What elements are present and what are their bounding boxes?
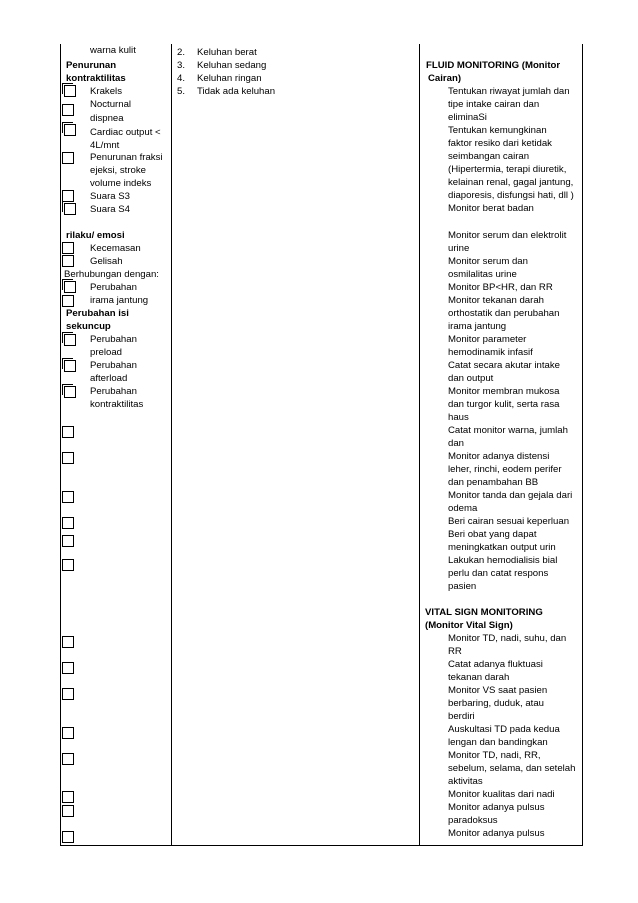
checkbox-krakels[interactable] xyxy=(64,85,76,97)
vital-line: berbaring, duduk, atau xyxy=(448,698,545,709)
label-fraksi-3: volume indeks xyxy=(90,178,152,189)
list-item: Keluhan sedang xyxy=(197,60,267,71)
fluid-line: Catat monitor warna, jumlah xyxy=(448,425,568,436)
label-krakels: Krakels xyxy=(90,86,122,97)
label-preload-1: Perubahan xyxy=(90,334,137,345)
heading-perilaku: rilaku/ emosi xyxy=(66,230,125,241)
checkbox-fluid-11[interactable] xyxy=(62,426,74,438)
vital-line: Auskultasi TD pada kedua xyxy=(448,724,560,735)
fluid-line: kelainan renal, gagal jantung, xyxy=(448,177,574,188)
list-item: Keluhan berat xyxy=(197,47,257,58)
heading-kontraktilitas: kontraktilitas xyxy=(66,73,126,84)
vital-line: tekanan darah xyxy=(448,672,510,683)
fluid-line: faktor resiko dari ketidak xyxy=(448,138,552,149)
fluid-line: odema xyxy=(448,503,478,514)
vital-line: aktivitas xyxy=(448,776,483,787)
vital-line: Monitor TD, nadi, suhu, dan xyxy=(448,633,567,644)
fluid-line: Tentukan kemungkinan xyxy=(448,125,547,136)
fluid-line: irama jantung xyxy=(448,321,507,332)
fluid-line: Monitor berat badan xyxy=(448,203,534,214)
fluid-line: Catat secara akutar intake xyxy=(448,360,560,371)
fluid-line: haus xyxy=(448,412,469,423)
fluid-monitoring-title-1: FLUID MONITORING (Monitor xyxy=(426,60,561,71)
label-fraksi-1: Penurunan fraksi xyxy=(90,152,163,163)
fluid-line: Monitor serum dan elektrolit xyxy=(448,230,567,241)
label-cardiac-1: Cardiac output < xyxy=(90,127,161,138)
fluid-line: Tentukan riwayat jumlah dan xyxy=(448,86,570,97)
fluid-line: seimbangan cairan xyxy=(448,151,530,162)
checkbox-vital-2[interactable] xyxy=(62,662,74,674)
heading-isi-1: Perubahan isi xyxy=(66,308,129,319)
fluid-line: dan output xyxy=(448,373,494,384)
label-irama-1: Perubahan xyxy=(90,282,137,293)
checkbox-fluid-14[interactable] xyxy=(62,517,74,529)
fluid-line: (Hipertermia, terapi diuretik, xyxy=(448,164,567,175)
checkbox-fraksi-ejeksi[interactable] xyxy=(62,152,74,164)
vital-line: berdiri xyxy=(448,711,475,722)
fluid-line: pasien xyxy=(448,581,477,592)
fluid-line: Monitor adanya distensi xyxy=(448,451,550,462)
checkbox-kontraktilitas[interactable] xyxy=(64,386,76,398)
checkbox-irama-jantung[interactable] xyxy=(64,281,76,293)
table-border-bottom xyxy=(60,845,583,846)
list-num: 3. xyxy=(177,60,186,71)
fluid-line: dan xyxy=(448,438,465,449)
fluid-line: meningkatkan output urin xyxy=(448,542,556,553)
fluid-line: leher, rinchi, eodem perifer xyxy=(448,464,562,475)
text-warna-kulit: warna kulit xyxy=(90,45,136,56)
checkbox-afterload[interactable] xyxy=(64,360,76,372)
label-kecemasan: Kecemasan xyxy=(90,243,141,254)
label-nocturnal-2: dispnea xyxy=(90,113,124,124)
list-num: 2. xyxy=(177,47,186,58)
fluid-line: Lakukan hemodialisis bial xyxy=(448,555,558,566)
vital-line: sebelum, selama, dan setelah xyxy=(448,763,576,774)
checkbox-gelisah[interactable] xyxy=(62,255,74,267)
fluid-line: Monitor parameter xyxy=(448,334,527,345)
checkbox-vital-1[interactable] xyxy=(62,636,74,648)
checkbox-irama-jantung-2[interactable] xyxy=(62,295,74,307)
fluid-line: hemodinamik infasif xyxy=(448,347,533,358)
vital-line: Monitor adanya pulsus xyxy=(448,828,545,839)
fluid-monitoring-title-2: Cairan) xyxy=(428,73,462,84)
checkbox-suara-s4[interactable] xyxy=(64,203,76,215)
vital-line: RR xyxy=(448,646,462,657)
vital-line: Catat adanya fluktuasi xyxy=(448,659,543,670)
vital-line: Monitor VS saat pasien xyxy=(448,685,548,696)
fluid-line: perlu dan catat respons xyxy=(448,568,549,579)
fluid-line: Monitor tanda dan gejala dari xyxy=(448,490,573,501)
fluid-line: orthostatik dan perubahan xyxy=(448,308,560,319)
label-preload-2: preload xyxy=(90,347,123,358)
fluid-line: dan turgor kulit, serta rasa xyxy=(448,399,560,410)
fluid-line: tipe intake cairan dan xyxy=(448,99,540,110)
fluid-line: Beri cairan sesuai keperluan xyxy=(448,516,570,527)
heading-penurunan: Penurunan xyxy=(66,60,117,71)
label-suara-s3: Suara S3 xyxy=(90,191,131,202)
checkbox-vital-3[interactable] xyxy=(62,688,74,700)
list-item: Keluhan ringan xyxy=(197,73,262,84)
checkbox-fluid-13[interactable] xyxy=(62,491,74,503)
fluid-line: Monitor BP<HR, dan RR xyxy=(448,282,553,293)
table-border-left xyxy=(60,44,61,846)
vital-sign-title-1: VITAL SIGN MONITORING xyxy=(425,607,543,618)
label-kontrak-2: kontraktilitas xyxy=(90,399,144,410)
list-num: 5. xyxy=(177,86,186,97)
checkbox-cardiac-output[interactable] xyxy=(64,124,76,136)
label-irama-2: irama jantung xyxy=(90,295,149,306)
heading-isi-2: sekuncup xyxy=(66,321,111,332)
checkbox-vital-8[interactable] xyxy=(62,831,74,843)
fluid-line: Monitor tekanan darah xyxy=(448,295,544,306)
checkbox-nocturnal[interactable] xyxy=(62,104,74,116)
vital-sign-title-2: (Monitor Vital Sign) xyxy=(425,620,513,631)
checkbox-vital-6[interactable] xyxy=(62,791,74,803)
checkbox-vital-7[interactable] xyxy=(62,805,74,817)
fluid-line: Beri obat yang dapat xyxy=(448,529,537,540)
fluid-line: dan penambahan BB xyxy=(448,477,539,488)
vital-line: Monitor kualitas dari nadi xyxy=(448,789,555,800)
table-border-right xyxy=(582,44,583,846)
fluid-line: osmilalitas urine xyxy=(448,269,517,280)
fluid-line: Monitor serum dan xyxy=(448,256,528,267)
label-suara-s4: Suara S4 xyxy=(90,204,131,215)
table-border-col2 xyxy=(171,44,172,846)
vital-line: lengan dan bandingkan xyxy=(448,737,548,748)
fluid-line: Monitor membran mukosa xyxy=(448,386,560,397)
label-gelisah: Gelisah xyxy=(90,256,123,267)
label-berhubungan: Berhubungan dengan: xyxy=(64,269,159,280)
label-kontrak-1: Perubahan xyxy=(90,386,137,397)
label-fraksi-2: ejeksi, stroke xyxy=(90,165,146,176)
fluid-line: urine xyxy=(448,243,470,254)
list-num: 4. xyxy=(177,73,186,84)
checkbox-fluid-12[interactable] xyxy=(62,452,74,464)
vital-line: Monitor TD, nadi, RR, xyxy=(448,750,541,761)
fluid-line: diaporesis, disfungsi hati, dll ) xyxy=(448,190,574,201)
vital-line: Monitor adanya pulsus xyxy=(448,802,545,813)
label-afterload-2: afterload xyxy=(90,373,128,384)
label-nocturnal-1: Nocturnal xyxy=(90,99,132,110)
checkbox-vital-4[interactable] xyxy=(62,727,74,739)
list-item: Tidak ada keluhan xyxy=(197,86,276,97)
label-afterload-1: Perubahan xyxy=(90,360,137,371)
table-border-col3 xyxy=(419,44,420,846)
label-cardiac-2: 4L/mnt xyxy=(90,140,120,151)
checkbox-fluid-16[interactable] xyxy=(62,559,74,571)
checkbox-vital-5[interactable] xyxy=(62,753,74,765)
fluid-line: eliminaSi xyxy=(448,112,487,123)
checkbox-preload[interactable] xyxy=(64,334,76,346)
vital-line: paradoksus xyxy=(448,815,498,826)
checkbox-fluid-15[interactable] xyxy=(62,535,74,547)
checkbox-kecemasan[interactable] xyxy=(62,242,74,254)
